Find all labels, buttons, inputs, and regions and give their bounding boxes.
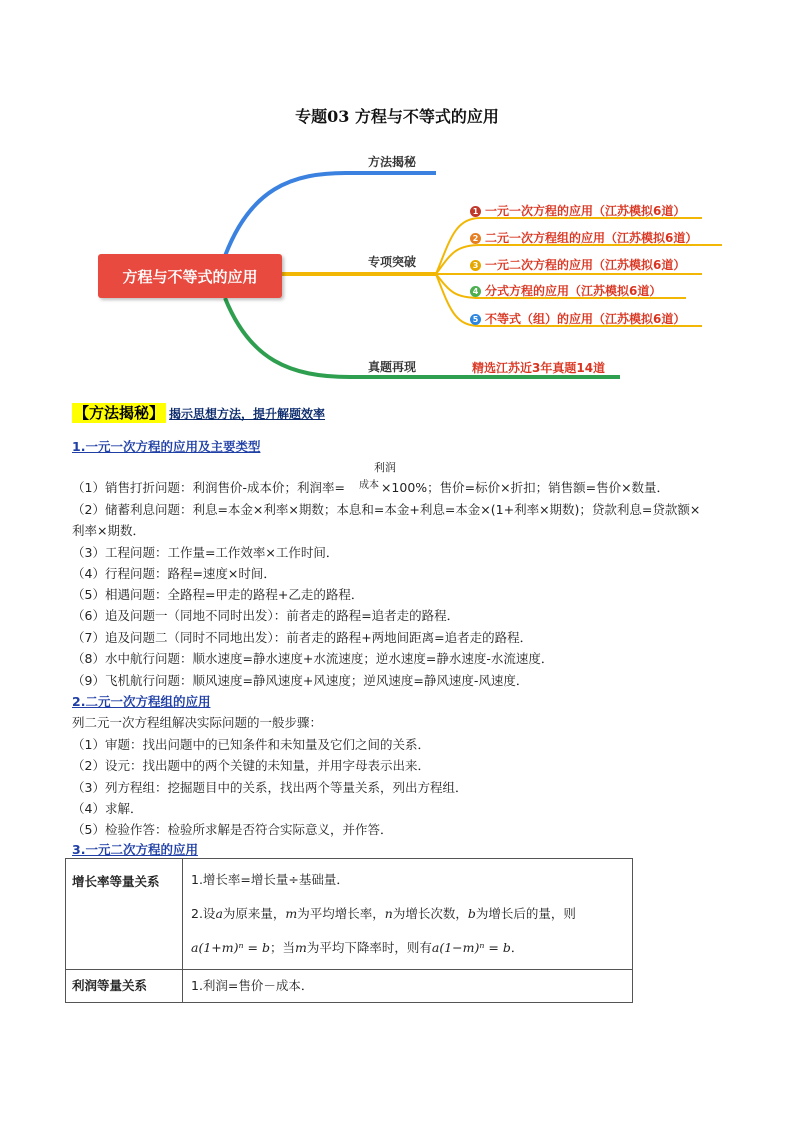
method-heading-title: 【方法揭秘】	[74, 404, 165, 422]
table-row	[66, 970, 633, 1003]
formula-decline: a(1−m)ⁿ = b	[431, 940, 511, 955]
sub-item-text: 不等式（组）的应用（江苏模拟6道）	[485, 312, 686, 326]
sec1-line-5: （4）行程问题：路程=速度×时间．	[72, 566, 276, 581]
sec1-line-3: 利率×期数．	[72, 523, 145, 538]
sub-item-text: 一元一次方程的应用（江苏模拟6道）	[485, 204, 686, 218]
text: ．	[510, 940, 524, 955]
text: 2.设	[191, 906, 216, 921]
text: 为增长后的量，则	[475, 906, 576, 921]
growth-line-3	[191, 931, 624, 965]
branch-label-real: 真题再现	[368, 360, 417, 374]
sec1-line-4: （3）工程问题：工作量=工作效率×工作时间．	[72, 545, 339, 560]
text: 为原来量，	[222, 906, 286, 921]
sub-item-text: 分式方程的应用（江苏模拟6道）	[485, 284, 662, 298]
sec1-line-1b: ×100%；售价=标价×折扣；销售额=售价×数量．	[380, 480, 670, 495]
branch-line-method	[225, 173, 436, 256]
fraction-denominator: 成本	[359, 480, 379, 491]
growth-profit-table	[65, 858, 633, 1003]
var-n: n	[384, 906, 393, 921]
sub-item-5	[470, 310, 685, 327]
table-row	[66, 859, 633, 970]
section-2-heading: 2.二元一次方程组的应用	[72, 694, 211, 709]
number-badge-icon: 5	[470, 314, 481, 325]
sec1-line-6: （5）相遇问题：全路程=甲走的路程+乙走的路程．	[72, 587, 364, 602]
sec1-line-8: （7）追及问题二（同时不同地出发）：前者走的路程+两地间距离=追者走的路程．	[72, 630, 533, 645]
sec2-line-3: （2）设元：找出题中的两个关键的未知量，并用字母表示出来．	[72, 758, 430, 773]
branch-label-method: 方法揭秘	[368, 155, 417, 169]
number-badge-icon: 2	[470, 233, 481, 244]
growth-line-1: 1.增长率=增长量÷基础量．	[191, 872, 349, 887]
branch-label-special: 专项突破	[368, 255, 417, 269]
var-a: a	[215, 906, 223, 921]
var-b: b	[467, 906, 476, 921]
sub-item-2	[470, 229, 697, 246]
sub-item-text: 一元二次方程的应用（江苏模拟6道）	[485, 258, 686, 272]
var-m: m	[295, 940, 307, 955]
section-1-heading: 1.一元一次方程的应用及主要类型	[72, 439, 261, 454]
fraction-numerator: 利润	[374, 461, 396, 474]
table-content-growth	[183, 859, 633, 970]
number-badge-icon: 4	[470, 286, 481, 297]
sub-item-3	[470, 256, 685, 273]
sub-item-1	[470, 202, 685, 219]
table-label-profit: 利润等量关系	[66, 970, 183, 1003]
number-badge-icon: 1	[470, 206, 481, 217]
text: 为增长次数，	[392, 906, 468, 921]
real-exam-label: 精选江苏近3年真题14道	[472, 361, 606, 375]
sec1-line-10: （9）飞机航行问题：顺风速度=静风速度+风速度；逆风速度=静风速度-风速度．	[72, 673, 529, 688]
number-badge-icon: 3	[470, 260, 481, 271]
text: 为平均下降率时，则有	[306, 940, 432, 955]
sec2-line-6: （5）检验作答：检验所求解是否符合实际意义，并作答．	[72, 822, 393, 837]
method-heading	[72, 402, 325, 423]
sec2-line-1: 列二元一次方程组解决实际问题的一般步骤：	[72, 715, 323, 730]
section-3-heading: 3.一元二次方程的应用	[72, 842, 198, 857]
sec1-line-9: （8）水中航行问题：顺水速度=静水速度+水流速度；逆水速度=静水速度-水流速度．	[72, 651, 554, 666]
sec1-line-2: （2）储蓄利息问题：利息=本金×利率×期数；本息和=本金+利息=本金×(1+利率×期数)；贷款利息=贷款额×	[72, 502, 701, 517]
mindmap-center: 方程与不等式的应用	[98, 254, 282, 298]
table-content-profit: 1.利润=售价－成本．	[183, 970, 633, 1003]
sub-item-4	[470, 282, 661, 299]
table-label-growth: 增长率等量关系	[66, 859, 183, 970]
sec2-line-5: （4）求解．	[72, 801, 143, 816]
sub-item-text: 二元一次方程组的应用（江苏模拟6道）	[485, 231, 698, 245]
text: 为平均增长率，	[297, 906, 385, 921]
text: ；当	[269, 940, 295, 955]
formula-growth: a(1+m)ⁿ = b	[191, 940, 270, 955]
sec1-line-1a: （1）销售打折问题：利润售价-成本价；利润率=	[72, 480, 345, 495]
page-title: 专题03 方程与不等式的应用	[295, 107, 499, 126]
growth-line-2	[191, 897, 624, 931]
sec2-line-4: （3）列方程组：挖掘题目中的关系，找出两个等量关系，列出方程组．	[72, 780, 468, 795]
sec1-line-7: （6）追及问题一（同地不同时出发）：前者走的路程=追者走的路程．	[72, 608, 460, 623]
sec2-line-2: （1）审题：找出问题中的已知条件和未知量及它们之间的关系．	[72, 737, 430, 752]
var-m: m	[285, 906, 298, 921]
method-heading-subtitle: 揭示思想方法，提升解题效率	[169, 407, 326, 421]
